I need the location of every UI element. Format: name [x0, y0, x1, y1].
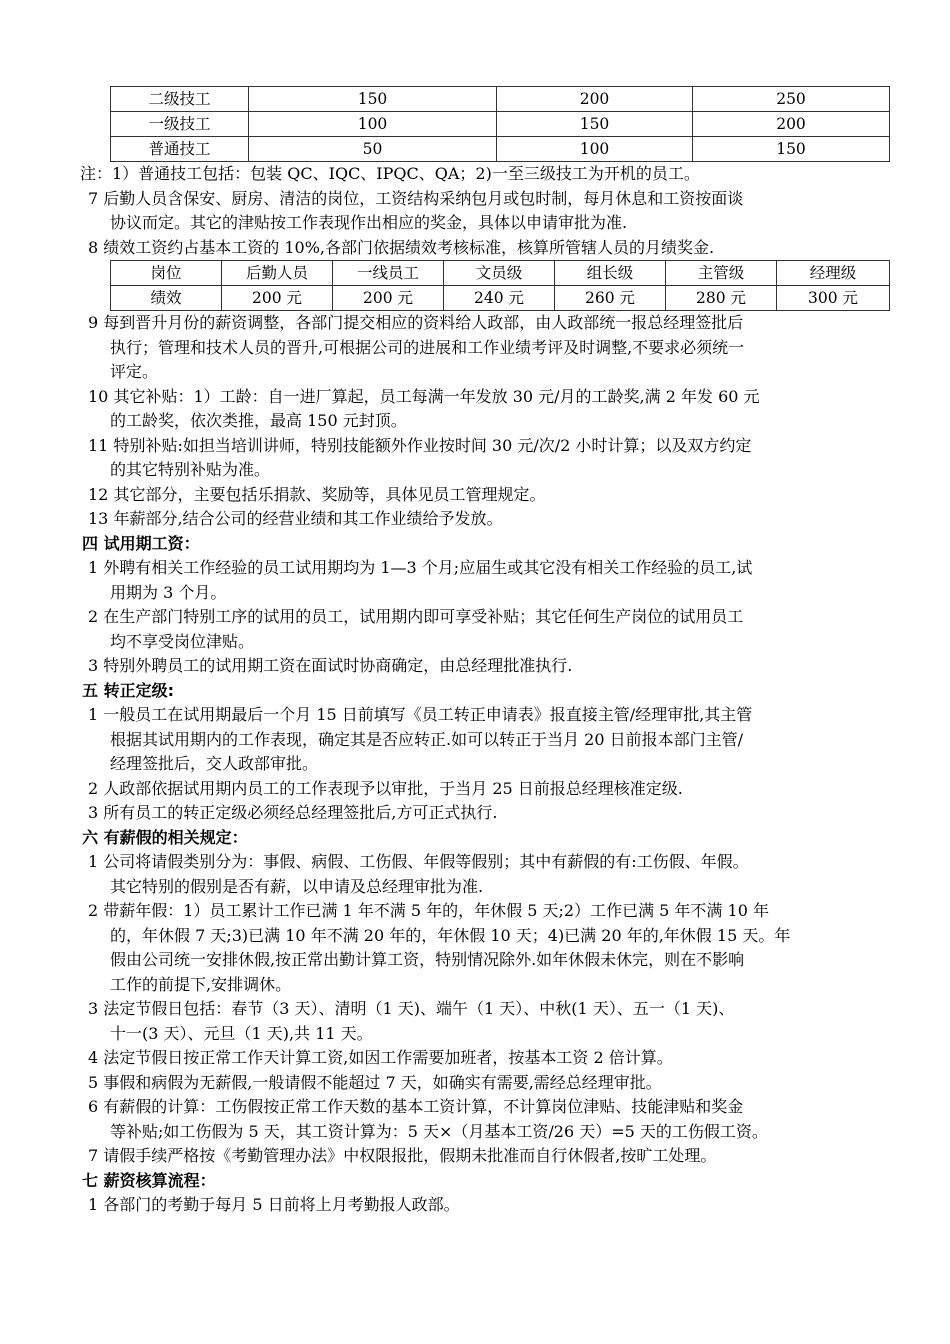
list-item [80, 801, 898, 826]
table-cell: 200 元 [222, 286, 333, 311]
list-item [80, 850, 898, 899]
section-items [80, 1193, 898, 1218]
list-item-line: 评定。 [110, 362, 159, 381]
table-header-cell: 组长级 [555, 261, 666, 286]
table-cell: 普通技工 [111, 137, 249, 162]
list-item-line: 13 年薪部分,结合公司的经营业绩和其工作业绩给予发放。 [88, 509, 503, 528]
policy-sections [80, 532, 898, 1218]
list-item-line: 7 后勤人员含保安、厨房、清洁的岗位，工资结构采纳包月或包时制，每月休息和工资按面谈 [88, 188, 744, 208]
skill-allowance-table [110, 86, 890, 162]
table-cell: 150 [249, 87, 497, 112]
list-item-line: 执行；管理和技术人员的晋升,可根据公司的进展和工作业绩考评及时调整,不要求必须统一 [110, 337, 745, 357]
table-cell: 50 [249, 137, 497, 162]
salary-items-part-a [80, 187, 898, 261]
list-item [80, 187, 898, 236]
list-item-line: 十一(3 天）、元旦（1 天),共 11 天。 [110, 1023, 373, 1043]
section-heading: 四 试用期工资： [82, 533, 200, 553]
list-item-line: 根据其试用期内的工作表现，确定其是否应转正.如可以转正于当月 20 日前报本部门主管/ [110, 729, 744, 749]
section-heading: 七 薪资核算流程： [82, 1170, 216, 1190]
list-item [80, 1071, 898, 1096]
section-items [80, 703, 898, 826]
list-item-line: 12 其它部分，主要包括乐捐款、奖励等，具体见员工管理规定。 [88, 484, 546, 504]
list-item-line: 1 一般员工在试用期最后一个月 15 日前填写《员工转正申请表》报直接主管/经理审批,其主管 [88, 705, 753, 724]
list-item [80, 556, 898, 605]
list-item [80, 605, 898, 654]
list-item [80, 483, 898, 508]
table-cell: 260 元 [555, 286, 666, 311]
table-cell: 二级技工 [111, 87, 249, 112]
table-cell: 一级技工 [111, 112, 249, 137]
table-cell: 150 [497, 112, 693, 137]
list-item-line: 2 在生产部门特别工序的试用的员工，试用期内即可享受补贴；其它任何生产岗位的试用员工 [88, 607, 744, 626]
list-item-line: 8 绩效工资约占基本工资的 10%,各部门依据绩效考核标准，核算所管辖人员的月绩奖金. [88, 237, 715, 257]
table-cell: 200 元 [333, 286, 444, 311]
list-item-line: 等补贴;如工伤假为 5 天，其工资计算为：5 天×（月基本工资/26 天）=5 天的工伤假工资。 [110, 1121, 768, 1141]
list-item-line: 9 每到晋升月份的薪资调整，各部门提交相应的资料给人政部，由人政部统一报总经理签批后 [88, 313, 744, 332]
section-heading: 五 转正定级: [82, 680, 174, 700]
table-cell: 100 [497, 137, 693, 162]
note-text: 注：1）普通技工包括：包装 QC、IQC、IPQC、QA；2)一至三级技工为开机的员工。 [80, 164, 700, 183]
section-items [80, 556, 898, 679]
table-cell: 100 [249, 112, 497, 137]
list-item-line: 假由公司统一安排休假,按正常出勤计算工资，特别情况除外.如年休假未休完，则在不影响 [110, 950, 745, 969]
list-item [80, 1095, 898, 1144]
list-item [80, 1046, 898, 1071]
list-item [80, 899, 898, 997]
list-item-line: 1 各部门的考勤于每月 5 日前将上月考勤报人政部。 [88, 1195, 460, 1214]
list-item [80, 236, 898, 261]
list-item [80, 311, 898, 385]
list-item-line: 2 带薪年假：1）员工累计工作已满 1 年不满 5 年的，年休假 5 天;2）工作已满 5 年不满 10 年 [88, 901, 769, 920]
table-cell: 200 [693, 112, 890, 137]
table-header-row [111, 261, 890, 286]
list-item-line: 5 事假和病假为无薪假,一般请假不能超过 7 天，如确实有需要,需经总经理审批。 [88, 1072, 662, 1092]
table-header-cell: 文员级 [444, 261, 555, 286]
salary-items-part-b [80, 311, 898, 532]
list-item-line: 3 法定节假日包括：春节（3 天）、清明（1 天)、端午（1 天）、中秋(1 天）、五一（1 天)、 [88, 999, 735, 1018]
table-header-cell: 岗位 [111, 261, 222, 286]
list-item [80, 1193, 898, 1218]
table-row [111, 112, 890, 137]
list-item [80, 703, 898, 777]
list-item [80, 385, 898, 434]
list-item [80, 777, 898, 802]
table-cell: 240 元 [444, 286, 555, 311]
list-item [80, 654, 898, 679]
table-header-cell: 一线员工 [333, 261, 444, 286]
list-item-line: 均不享受岗位津贴。 [110, 631, 255, 651]
list-item-line: 协议而定。其它的津贴按工作表现作出相应的奖金，具体以申请审批为准. [110, 213, 628, 232]
table-cell: 200 [497, 87, 693, 112]
table-cell: 绩效 [111, 286, 222, 311]
list-item-line: 的，年休假 7 天;3)已满 10 年不满 20 年的，年休假 10 天；4)已满 20 年的,年休假 15 天。年 [110, 925, 791, 945]
list-item-line: 1 公司将请假类别分为：事假、病假、工伤假、年假等假别；其中有薪假的有:工伤假、年假。 [88, 852, 749, 871]
table-header-cell: 经理级 [777, 261, 890, 286]
list-item-line: 工作的前提下,安排调休。 [110, 974, 292, 994]
list-item-line: 10 其它补贴：1）工龄：自一进厂算起，员工每满一年发放 30 元/月的工龄奖,满 2 年发 60 元 [88, 386, 760, 406]
list-item [80, 507, 898, 532]
list-item-line: 4 法定节假日按正常工作天计算工资,如因工作需要加班者，按基本工资 2 倍计算。 [88, 1048, 673, 1067]
list-item-line: 11 特别补贴:如担当培训讲师，特别技能额外作业按时间 30 元/次/2 小时计算；以及双方约定 [88, 435, 752, 455]
list-item-line: 3 特别外聘员工的试用期工资在面试时协商确定，由总经理批准执行. [88, 656, 573, 675]
list-item-line: 2 人政部依据试用期内员工的工作表现予以审批，于当月 25 日前报总经理核准定级. [88, 778, 683, 798]
table-cell: 280 元 [666, 286, 777, 311]
list-item [80, 434, 898, 483]
table-cell: 150 [693, 137, 890, 162]
list-item-line: 的其它特别补贴为准。 [110, 460, 271, 479]
table-row [111, 286, 890, 311]
list-item-line: 1 外聘有相关工作经验的员工试用期均为 1—3 个月;应届生或其它没有相关工作经验的员工,试 [88, 558, 753, 577]
section-heading: 六 有薪假的相关规定： [82, 827, 248, 847]
list-item-line: 7 请假手续严格按《考勤管理办法》中权限报批，假期未批准而自行休假者,按旷工处理。 [88, 1146, 717, 1165]
table-row [111, 87, 890, 112]
table-header-cell: 后勤人员 [222, 261, 333, 286]
list-item-line: 用期为 3 个月。 [110, 582, 227, 602]
list-item-line: 3 所有员工的转正定级必须经总经理签批后,方可正式执行. [88, 803, 498, 822]
table-row [111, 137, 890, 162]
list-item [80, 1144, 898, 1169]
section-items [80, 850, 898, 1169]
list-item-line: 的工龄奖，依次类推，最高 150 元封顶。 [110, 411, 407, 430]
table-header-cell: 主管级 [666, 261, 777, 286]
list-item-line: 其它特别的假别是否有薪，以申请及总经理审批为准. [110, 876, 484, 896]
list-item-line: 经理签批后，交人政部审批。 [110, 754, 319, 773]
list-item-line: 6 有薪假的计算：工伤假按正常工作天数的基本工资计算，不计算岗位津贴、技能津贴和奖金 [88, 1097, 744, 1116]
table-cell: 300 元 [777, 286, 890, 311]
performance-table [110, 260, 890, 311]
table-cell: 250 [693, 87, 890, 112]
list-item [80, 997, 898, 1046]
